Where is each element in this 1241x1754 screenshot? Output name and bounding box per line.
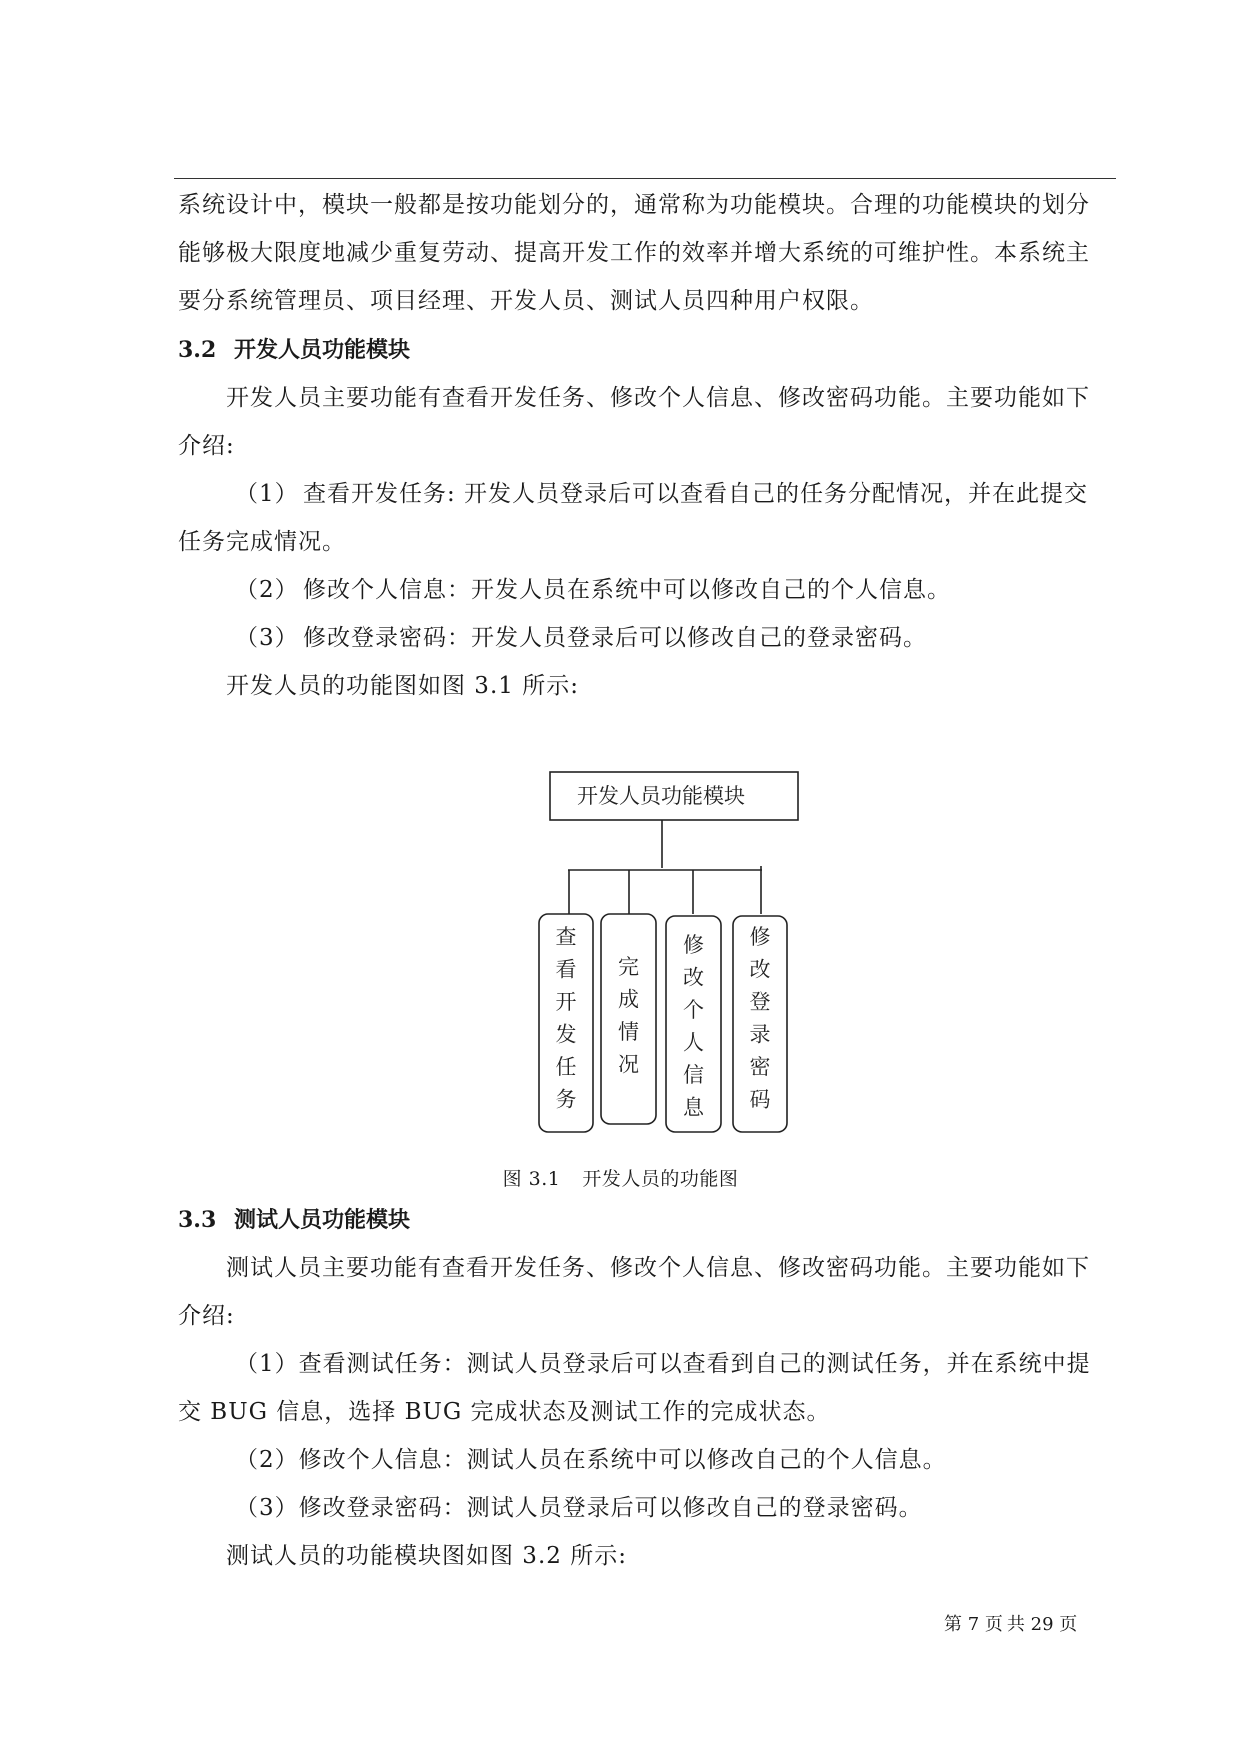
child-label-char: 看	[555, 957, 577, 982]
child-label-char: 修	[683, 933, 704, 957]
s33-paragraph-line-1: 测试人员主要功能有查看开发任务、修改个人信息、修改密码功能。主要功能如下	[226, 1255, 1090, 1281]
item-number: （2）	[235, 577, 299, 603]
s32-paragraph-line-2: 介绍:	[178, 433, 235, 459]
section-title: 开发人员功能模块	[234, 337, 411, 363]
child-label-char: 况	[618, 1052, 639, 1077]
child-label-char: 发	[555, 1022, 577, 1047]
page-number: 第 7 页	[944, 1614, 1003, 1635]
child-label-char: 务	[555, 1087, 577, 1112]
section-title: 测试人员功能模块	[234, 1207, 411, 1233]
child-label-char: 息	[683, 1095, 704, 1120]
item-text: 修改个人信息：开发人员在系统中可以修改自己的个人信息。	[303, 577, 951, 603]
s33-paragraph-line-2: 介绍:	[178, 1303, 235, 1329]
child-label-char: 改	[683, 965, 704, 990]
page-footer	[944, 1610, 1081, 1636]
child-label-char: 完	[618, 955, 639, 979]
child-label-char: 码	[749, 1087, 771, 1112]
child-label-char: 任	[555, 1055, 577, 1079]
s33-figure-reference: 测试人员的功能模块图如图 3.2 所示:	[226, 1543, 627, 1569]
child-box-completion	[601, 914, 656, 1124]
intro-line-3: 要分系统管理员、项目经理、开发人员、测试人员四种用户权限。	[178, 288, 874, 314]
page-total: 共 29 页	[1006, 1614, 1078, 1635]
child-label-char: 成	[618, 987, 639, 1012]
child-label-char: 修	[749, 925, 771, 949]
s33-item-1-line-1: （1）查看测试任务：测试人员登录后可以查看到自己的测试任务，并在系统中提	[235, 1351, 1091, 1377]
child-label-char: 信	[683, 1063, 704, 1087]
section-number: 3.2	[178, 337, 217, 363]
item-text: 查看开发任务: 开发人员登录后可以查看自己的任务分配情况，并在此提交	[303, 481, 1089, 507]
child-label-char: 开	[555, 990, 577, 1014]
s32-figure-reference: 开发人员的功能图如图 3.1 所示:	[226, 673, 579, 699]
s32-paragraph-line-1: 开发人员主要功能有查看开发任务、修改个人信息、修改密码功能。主要功能如下	[226, 385, 1090, 411]
child-label-char: 人	[683, 1030, 704, 1055]
s33-item-3: （3）修改登录密码：测试人员登录后可以修改自己的登录密码。	[235, 1495, 923, 1521]
section-heading-3-3	[178, 1200, 410, 1240]
item-number: （1）	[235, 481, 299, 507]
child-label-char: 个	[683, 998, 704, 1022]
intro-line-1: 系统设计中，模块一般都是按功能划分的，通常称为功能模块。合理的功能模块的划分	[178, 192, 1090, 218]
caption-text: 开发人员的功能图	[582, 1168, 739, 1190]
s32-item-1-line-2: 任务完成情况。	[178, 529, 346, 555]
item-text: 修改登录密码：开发人员登录后可以修改自己的登录密码。	[303, 625, 927, 651]
s33-item-2: （2）修改个人信息：测试人员在系统中可以修改自己的个人信息。	[235, 1447, 947, 1473]
caption-number: 图 3.1	[502, 1168, 561, 1190]
child-label-char: 改	[749, 957, 771, 982]
child-label-char: 查	[555, 925, 577, 949]
item-number: （3）	[235, 625, 299, 651]
root-label: 开发人员功能模块	[577, 784, 745, 808]
child-label-char: 密	[749, 1055, 771, 1079]
child-labels	[556, 925, 771, 1120]
intro-line-2: 能够极大限度地减少重复劳动、提高开发工作的效率并增大系统的可维护性。本系统主	[178, 240, 1090, 266]
s33-item-1-line-2: 交 BUG 信息，选择 BUG 完成状态及测试工作的完成状态。	[178, 1399, 831, 1425]
child-label-char: 录	[749, 1022, 771, 1047]
figure-caption	[0, 1164, 1241, 1191]
child-label-char: 情	[618, 1020, 639, 1044]
section-number: 3.3	[178, 1207, 217, 1233]
child-label-char: 登	[749, 990, 771, 1014]
